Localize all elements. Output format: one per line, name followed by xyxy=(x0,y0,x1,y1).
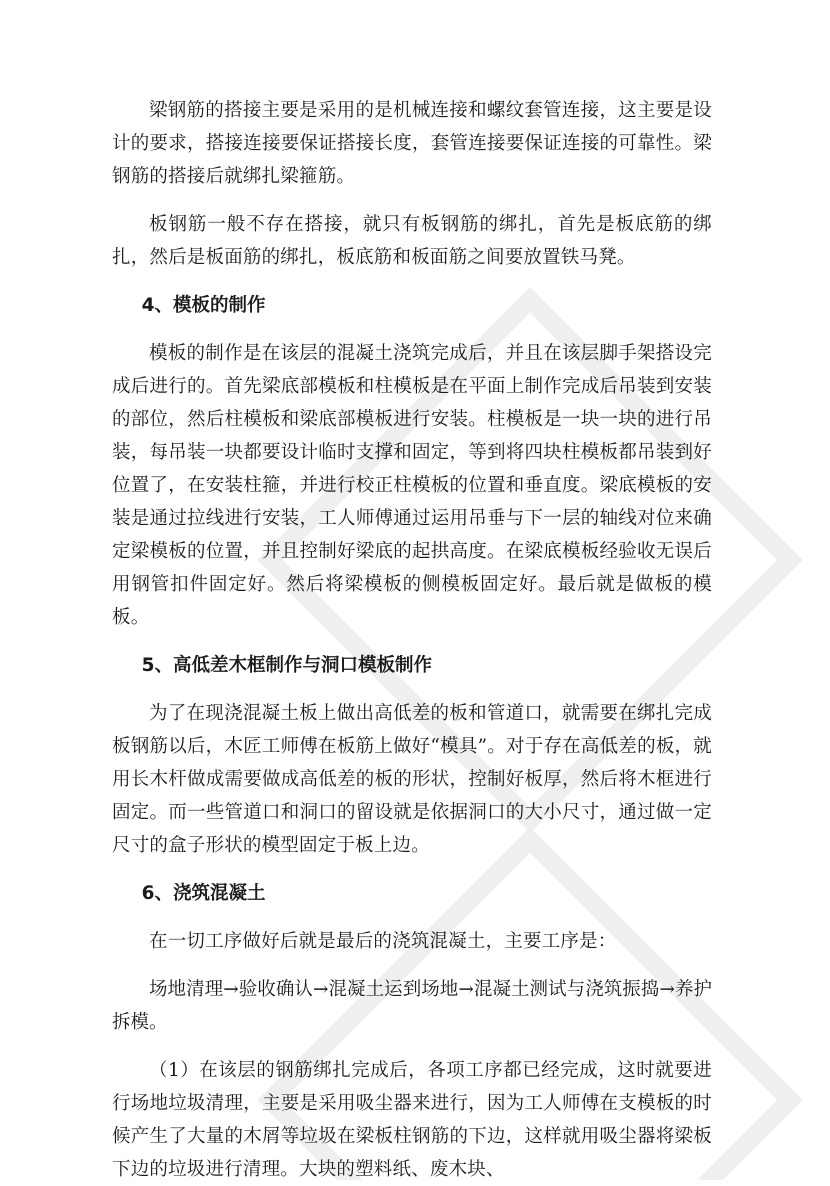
paragraph-process-flow: 场地清理→验收确认→混凝土运到场地→混凝土测试与浇筑振捣→养护拆模。 xyxy=(112,979,712,1033)
paragraph-formwork: 模板的制作是在该层的混凝土浇筑完成后，并且在该层脚手架搭设完成后进行的。首先梁底部模板和柱模板是在平面上制作完成后吊装到安装的部位，然后柱模板和梁底部模板进行安装。柱模板是一块一块的进行吊装，每吊装一块都要设计临时支撑和固定，等到将四块柱模板都吊装到好位置了，在安装柱箍，并进行校正柱模板的位置和垂直度。梁底模板的安装是通过拉线进行安装，工人师傅通过运用吊垂与下一层的轴线对位来确定梁模板的位置，并且控制好梁底的起拱高度。在梁底模板经验收无误后用钢管扣件固定好。然后将梁模板的侧模板固定好。最后就是做板的模板。 xyxy=(112,343,712,628)
heading-pour-concrete: 6、浇筑混凝土 xyxy=(141,883,266,904)
heading-formwork: 4、模板的制作 xyxy=(141,295,266,316)
document-page xyxy=(112,94,712,1186)
paragraph-beam-rebar-splice: 梁钢筋的搭接主要是采用的是机械连接和螺纹套管连接，这主要是设计的要求，搭接连接要保证搭接长度，套管连接要保证连接的可靠性。梁钢筋的搭接后就绑扎梁箍筋。 xyxy=(112,100,712,187)
heading-height-difference-frame: 5、高低差木框制作与洞口模板制作 xyxy=(141,655,432,676)
paragraph-slab-rebar: 板钢筋一般不存在搭接，就只有板钢筋的绑扎，首先是板底筋的绑扎，然后是板面筋的绑扎，板底筋和板面筋之间要放置铁马凳。 xyxy=(112,214,712,268)
paragraph-height-difference-frame: 为了在现浇混凝土板上做出高低差的板和管道口，就需要在绑扎完成板钢筋以后，木匠工师傅在板筋上做好“模具”。对于存在高低差的板，就用长木杆做成需要做成高低差的板的形状，控制好板厚，然后将木框进行固定。而一些管道口和洞口的留设就是依据洞口的大小尺寸，通过做一定尺寸的盒子形状的模型固定于板上边。 xyxy=(112,703,712,856)
paragraph-site-cleanup: （1）在该层的钢筋绑扎完成后，各项工序都已经完成，这时就要进行场地垃圾清理，主要是采用吸尘器来进行，因为工人师傅在支模板的时候产生了大量的木屑等垃圾在梁板柱钢筋的下边，这样就用吸尘器将梁板下边的垃圾进行清理。大块的塑料纸、废木块、 xyxy=(112,1060,712,1180)
paragraph-pour-intro: 在一切工序做好后就是最后的浇筑混凝土，主要工序是： xyxy=(149,931,617,952)
